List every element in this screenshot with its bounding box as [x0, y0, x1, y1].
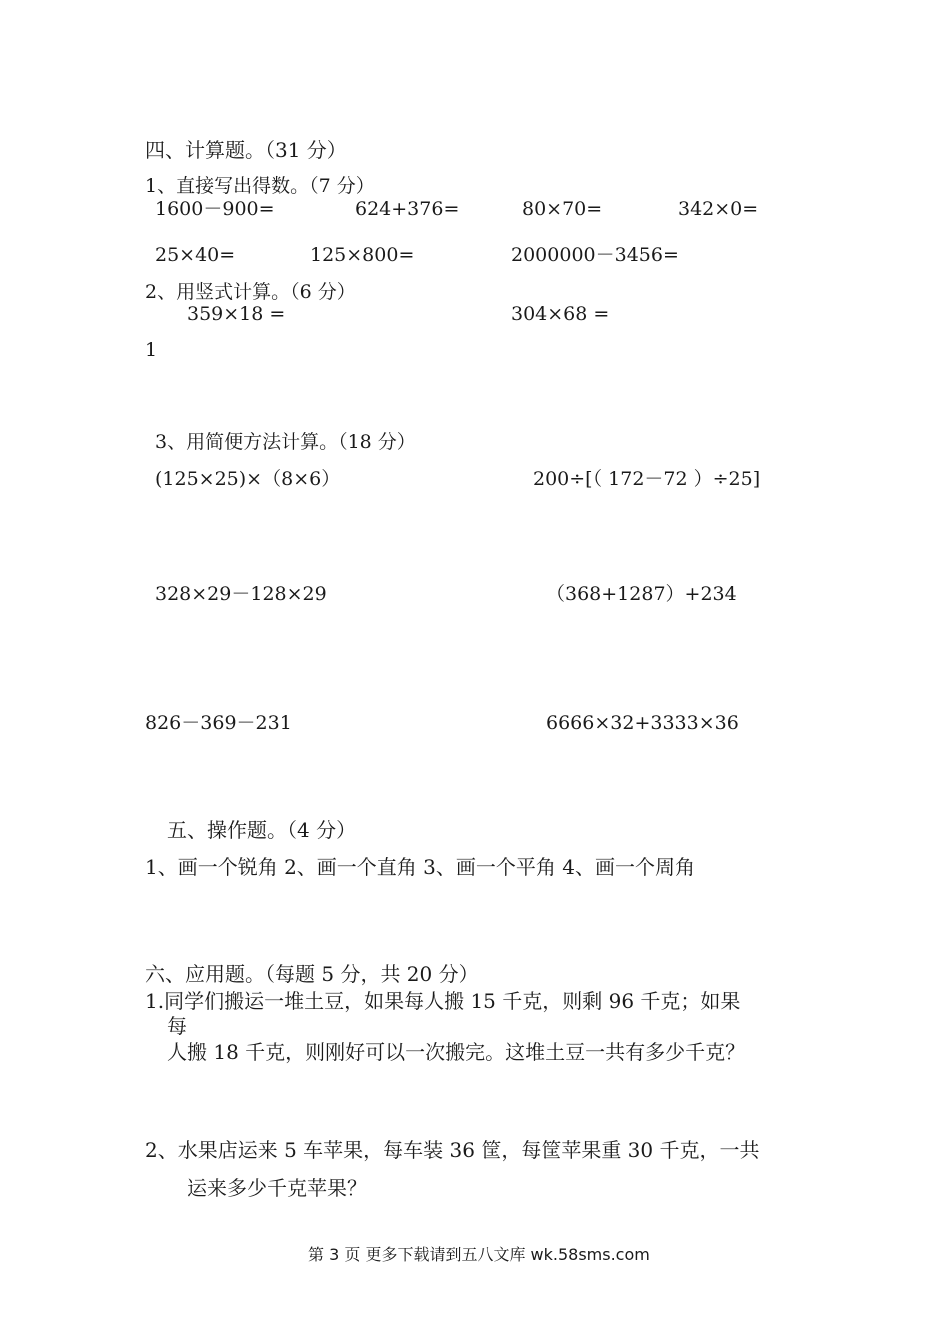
q3-title: 3、用简便方法计算。（18 分） — [155, 431, 416, 453]
q2-item: 304×68 = — [511, 303, 610, 325]
q3-item: 328×29－128×29 — [155, 583, 327, 605]
page-footer: 第 3 页 更多下载请到五八文库 wk.58sms.com — [308, 1245, 650, 1264]
q1-item: 1600－900= — [155, 198, 275, 220]
section-5-title: 五、操作题。（4 分） — [167, 818, 357, 842]
section-6-title: 六、应用题。（每题 5 分，共 20 分） — [145, 962, 479, 986]
q1-item: 25×40= — [155, 244, 236, 266]
q1-item: 2000000－3456= — [511, 244, 679, 266]
s6-q1-line: 每 — [167, 1014, 187, 1038]
q1-title: 1、直接写出得数。（7 分） — [145, 175, 375, 197]
q3-item: 6666×32+3333×36 — [546, 712, 739, 734]
q3-item: (125×25)×（8×6） — [155, 468, 341, 490]
q3-item: 200÷[（ 172－72 ）÷25] — [533, 468, 761, 490]
q1-item: 624+376= — [355, 198, 460, 220]
q2-note: 1 — [145, 339, 158, 361]
section-5-q1: 1、画一个锐角 2、画一个直角 3、画一个平角 4、画一个周角 — [145, 855, 695, 879]
q1-item: 342×0= — [678, 198, 759, 220]
q2-item: 359×18 = — [187, 303, 286, 325]
q1-item: 125×800= — [310, 244, 415, 266]
s6-q1-line: 人搬 18 千克，则刚好可以一次搬完。这堆土豆一共有多少千克？ — [167, 1040, 746, 1064]
s6-q1-line: 1.同学们搬运一堆土豆，如果每人搬 15 千克，则剩 96 千克；如果 — [145, 989, 741, 1013]
s6-q2-line: 2、水果店运来 5 车苹果，每车装 36 筐，每筐苹果重 30 千克，一共 — [145, 1138, 760, 1162]
q3-item: 826－369－231 — [145, 712, 292, 734]
section-4-title: 四、计算题。（31 分） — [145, 138, 347, 162]
s6-q2-line: 运来多少千克苹果？ — [187, 1176, 367, 1200]
q2-title: 2、用竖式计算。（6 分） — [145, 281, 356, 303]
q1-item: 80×70= — [522, 198, 603, 220]
q3-item: （368+1287）+234 — [546, 583, 737, 605]
